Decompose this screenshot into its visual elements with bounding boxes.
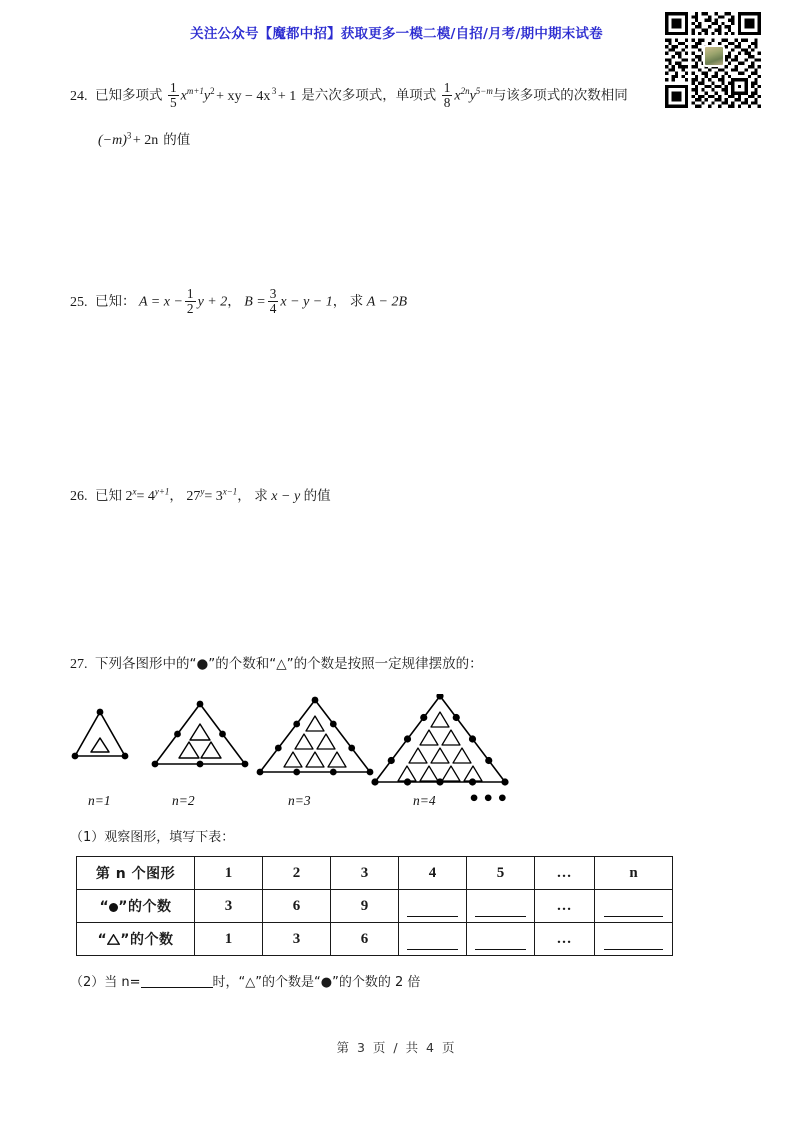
problem-24-mid-text: 是六次多项式，单项式 — [301, 87, 437, 104]
problem-24 — [70, 82, 700, 111]
row-header-triangle-suffix: ”的个数 — [120, 932, 174, 948]
sub-question-2-prefix: （2）当 n= — [70, 975, 141, 990]
sub-question-2 — [70, 971, 420, 990]
table-row-dots — [77, 890, 673, 923]
variable-y-2: y — [469, 88, 476, 104]
exponent-y-plus-1: y+1 — [154, 486, 170, 497]
fraction-three-fourths: $\frac{3}{4}$ — [269, 286, 277, 316]
expr-A-def: A = x − — [139, 294, 183, 310]
problem-25 — [70, 288, 407, 317]
expr-B-tail: x − y − 1 — [280, 294, 333, 310]
cell-dots-n-blank[interactable] — [595, 890, 673, 923]
cell-tri-5-blank[interactable] — [467, 923, 535, 956]
variable-x-2: x — [454, 88, 461, 104]
cell-dots-5-blank[interactable] — [467, 890, 535, 923]
problem-27 — [70, 652, 483, 679]
row-header-dot-count — [77, 890, 195, 923]
expr-base-2: 2 — [125, 489, 133, 504]
cell-tri-ellipsis: … — [535, 923, 595, 956]
qr-center-logo — [703, 45, 725, 67]
cell-dots-4-blank[interactable] — [399, 890, 467, 923]
expr-base-27: 27 — [186, 489, 201, 504]
problem-24-lead: 已知多项式 — [95, 87, 163, 104]
expr-A-minus-2B: A − 2B — [366, 294, 408, 310]
expr-eq-4: = 4 — [136, 489, 155, 504]
problem-24-number: 24. — [70, 88, 88, 104]
problem-26-lead: 已知 — [95, 488, 122, 504]
row-header-triangle-count — [77, 923, 195, 956]
promo-banner: 关注公众号【魔都中招】获取更多一模二模/自招/月考/期中期末试卷 — [190, 26, 603, 42]
problem-24-line2 — [98, 128, 190, 155]
poly-term-2: + xy − 4x — [216, 88, 271, 104]
pattern-table — [76, 856, 673, 956]
exponent-2n: 2n — [460, 86, 470, 97]
variable-x: x — [180, 88, 187, 104]
problem-26-value-text: 的值 — [303, 488, 331, 504]
exponent-2: 2 — [210, 86, 215, 97]
quote-open-2: “ — [97, 932, 108, 948]
cell-dots-1: 3 — [195, 890, 263, 923]
table-head-3: 3 — [331, 857, 399, 890]
poly-term-3: + 1 — [277, 88, 297, 104]
problem-27-number: 27. — [70, 657, 88, 672]
fraction-one-half: $\frac{1}{2}$ — [186, 286, 194, 316]
problem-26 — [70, 484, 331, 511]
figure-label-n1: n=1 — [88, 793, 111, 808]
problem-27-text: 下列各图形中的“●”的个数和“△”的个数是按照一定规律摆放的： — [95, 656, 483, 672]
table-head-n: n — [595, 857, 673, 890]
hollow-triangle-icon — [107, 934, 120, 945]
table-head-4: 4 — [399, 857, 467, 890]
table-head-2: 2 — [263, 857, 331, 890]
figure-label-n4: n=4 — [413, 793, 436, 808]
expr-plus-2n: + 2n — [132, 133, 159, 148]
separator-1: ， — [227, 293, 241, 310]
separator-3: ， — [169, 488, 183, 504]
problem-25-ask: 求 — [349, 293, 364, 310]
variable-y: y — [203, 88, 211, 104]
problem-24-value-text: 的值 — [163, 132, 191, 148]
page-footer: 第 3 页 / 共 4 页 — [336, 1040, 457, 1055]
cell-tri-n-blank[interactable] — [595, 923, 673, 956]
answer-blank-n[interactable] — [141, 974, 213, 988]
cell-tri-1: 1 — [195, 923, 263, 956]
expr-A-tail: y + 2 — [197, 294, 228, 310]
exponent-cube: 3 — [126, 130, 132, 141]
cell-tri-4-blank[interactable] — [399, 923, 467, 956]
table-head-nth-figure: 第 n 个图形 — [77, 857, 195, 890]
row-header-dot-suffix: ”的个数 — [118, 899, 172, 915]
exponent-5-minus-m: 5−m — [475, 86, 493, 97]
figure-label-n3: n=3 — [288, 793, 311, 808]
exponent-x-minus-1: x−1 — [222, 486, 238, 497]
exponent-3: 3 — [271, 86, 277, 97]
expr-neg-m: (−m) — [98, 133, 127, 148]
cell-dots-ellipsis: … — [535, 890, 595, 923]
problem-26-ask: 求 — [254, 488, 268, 504]
table-row-triangles — [77, 923, 673, 956]
problem-24-tail-text: 与该多项式的次数相同 — [492, 87, 628, 104]
sub-question-1-label: （1）观察图形，填写下表： — [70, 830, 235, 845]
expr-B-def: B = — [244, 294, 266, 310]
table-row-header — [77, 857, 673, 890]
table-head-ellipsis: … — [535, 857, 595, 890]
exponent-m-plus-1: m+1 — [186, 86, 204, 97]
figure-label-n2: n=2 — [172, 793, 195, 808]
table-head-5: 5 — [467, 857, 535, 890]
expr-x-minus-y: x − y — [271, 489, 301, 504]
figures-ellipsis: ••• — [468, 788, 511, 810]
problem-25-number: 25. — [70, 294, 88, 310]
problem-25-lead: 已知： — [95, 293, 136, 310]
separator-4: ， — [237, 488, 251, 504]
table-head-1: 1 — [195, 857, 263, 890]
exponent-x: x — [132, 486, 137, 497]
fraction-one-eighth: $\frac{1}{8}$ — [443, 80, 451, 110]
cell-dots-2: 6 — [263, 890, 331, 923]
filled-circle-icon — [109, 903, 118, 912]
expr-eq-3: = 3 — [204, 489, 223, 504]
separator-2: ， — [332, 293, 347, 310]
cell-tri-2: 3 — [263, 923, 331, 956]
problem-26-number: 26. — [70, 489, 88, 504]
cell-dots-3: 9 — [331, 890, 399, 923]
fraction-one-fifth: $\frac{1}{5}$ — [170, 80, 177, 110]
exponent-y: y — [200, 486, 205, 497]
quote-open-1: “ — [99, 899, 110, 915]
cell-tri-3: 6 — [331, 923, 399, 956]
sub-question-2-suffix: 时，“△”的个数是“●”的个数的 2 倍 — [212, 975, 421, 990]
